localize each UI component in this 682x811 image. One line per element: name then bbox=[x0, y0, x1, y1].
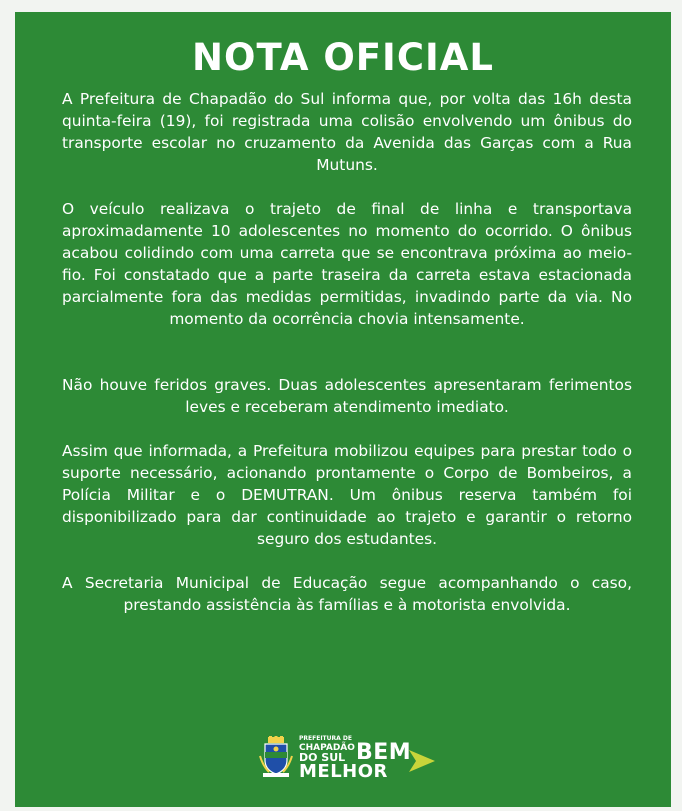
notice-paragraph-5: A Secretaria Municipal de Educação segue acompanhando o caso, prestando assistência às famílias e à motorista envolvida. bbox=[62, 574, 632, 614]
notice-body bbox=[62, 88, 632, 616]
notice-title: NOTA OFICIAL bbox=[192, 36, 494, 79]
logo-line-dosul: DO SUL bbox=[299, 751, 346, 764]
notice-paragraph-1: A Prefeitura de Chapadão do Sul informa que, por volta das 16h desta quinta-feira (19), foi registrada uma colisão envolvendo um ônibus do transporte escolar no cruzamento da Avenida das Garças com a Rua Mutuns. bbox=[62, 90, 632, 174]
municipal-crest-icon bbox=[259, 736, 293, 778]
notice-paragraph-2: O veículo realizava o trajeto de final de linha e transportava aproximadamente 10 adolescentes no momento do ocorrido. O ônibus acabou colidindo com uma carreta que se encontrava próxima ao meio-fio. Foi constatado que a parte traseira da carreta estava estacionada parcialmente fora das medidas permitidas, invadindo parte da via. No momento da ocorrência chovia intensamente. bbox=[62, 200, 632, 328]
logo-line-bem: BEM bbox=[356, 740, 412, 765]
prefeitura-logo bbox=[259, 732, 439, 782]
notice-paragraph-4: Assim que informada, a Prefeitura mobilizou equipes para prestar todo o suporte necessário, acionando prontamente o Corpo de Bombeiros, a Polícia Militar e o DEMUTRAN. Um ônibus reserva também foi disponibilizado para dar continuidade ao trajeto e garantir o retorno seguro dos estudantes. bbox=[62, 442, 632, 548]
notice-card bbox=[15, 12, 671, 807]
logo-line-chapadao: CHAPADÃO bbox=[299, 743, 355, 753]
notice-paragraph-3: Não houve feridos graves. Duas adolescentes apresentaram ferimentos leves e receberam atendimento imediato. bbox=[62, 376, 632, 416]
logo-line-prefeitura: PREFEITURA DE bbox=[299, 735, 352, 742]
logo-line-melhor: MELHOR bbox=[299, 761, 388, 782]
arrow-right-icon bbox=[407, 746, 437, 776]
